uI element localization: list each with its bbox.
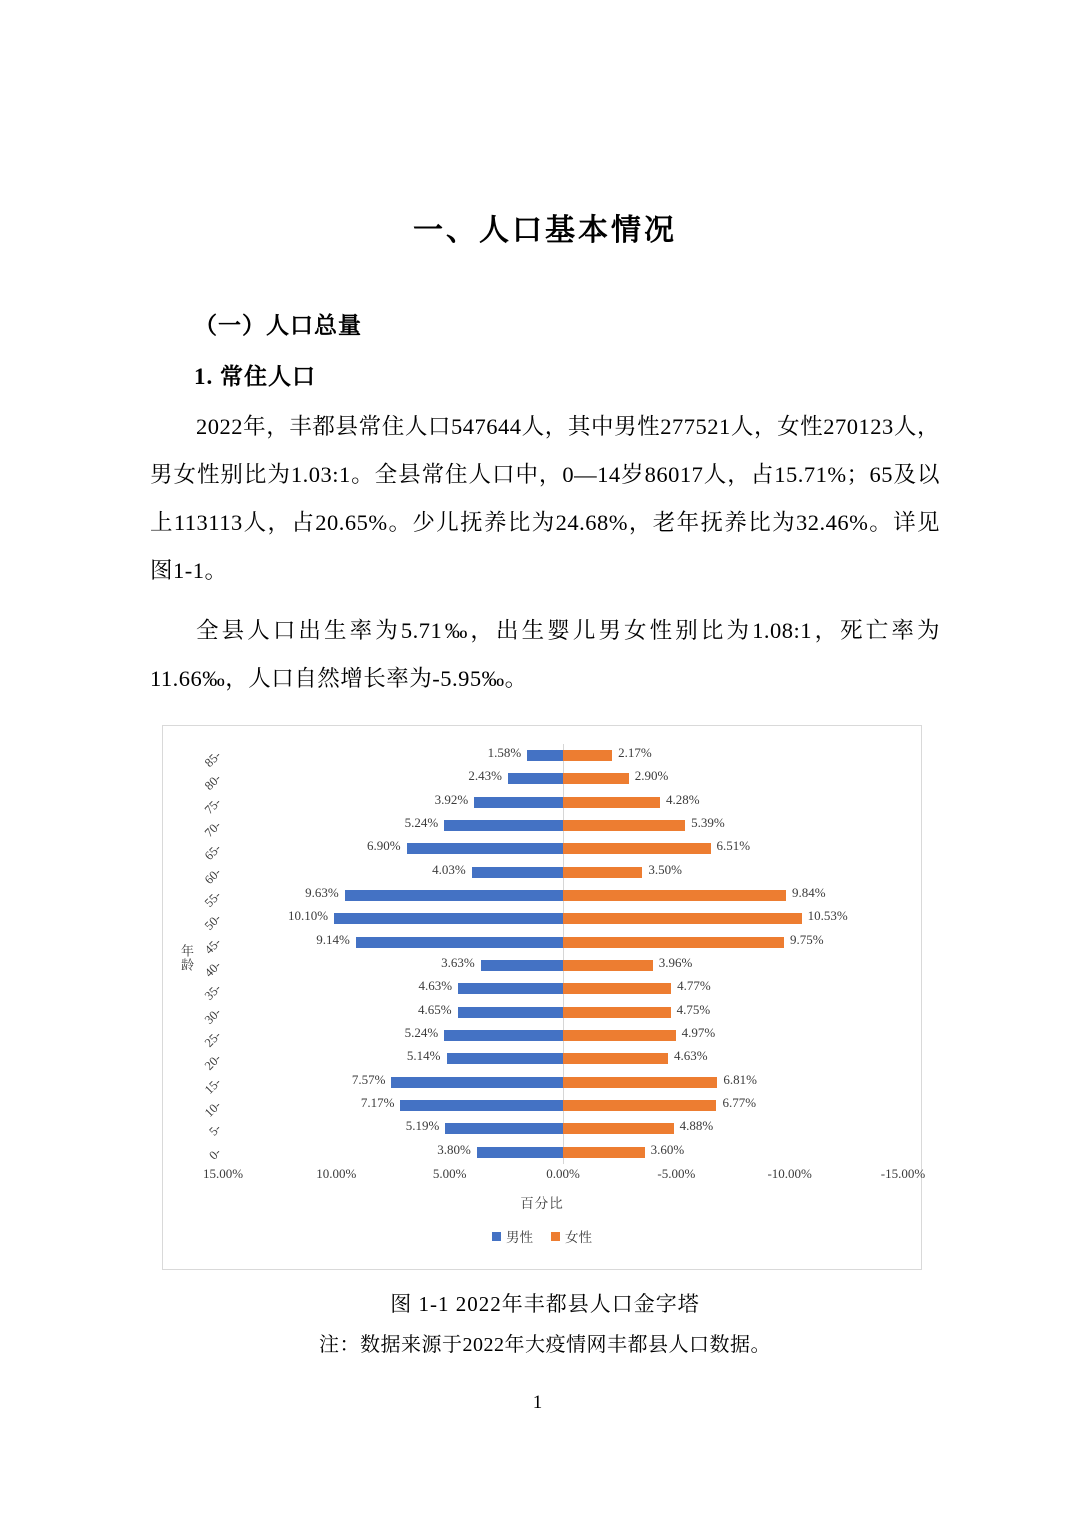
- male-bar: [481, 960, 563, 971]
- male-bar: [458, 983, 563, 994]
- male-value-label: 10.10%: [287, 908, 329, 924]
- female-value-label: 6.77%: [722, 1095, 757, 1110]
- page-number: 1: [532, 1392, 543, 1413]
- figure-caption: 图 1-1 2022年丰都县人口金字塔: [390, 1292, 700, 1316]
- x-axis-tick: 0.00%: [546, 1166, 580, 1181]
- age-group-label: 45-: [201, 934, 224, 957]
- female-bar: [563, 797, 660, 808]
- pyramid-row: [201, 1001, 903, 1027]
- male-value-label: 3.63%: [441, 955, 475, 970]
- female-bar: [563, 843, 711, 854]
- male-bar: [508, 773, 563, 784]
- male-value-label: 9.63%: [305, 885, 339, 900]
- age-group-label: 85-: [201, 748, 224, 770]
- x-axis-tick: -10.00%: [767, 1166, 812, 1181]
- female-bar: [563, 1077, 717, 1088]
- female-value-label: 3.96%: [658, 955, 693, 970]
- x-axis-tick: 5.00%: [432, 1166, 467, 1181]
- chart-x-axis: [202, 1166, 926, 1188]
- chart-legend: [163, 1226, 921, 1246]
- female-value-label: 6.81%: [723, 1071, 757, 1087]
- male-value-label: 5.24%: [404, 1025, 439, 1040]
- female-bar: [563, 1147, 645, 1158]
- female-value-label: 4.75%: [676, 1001, 711, 1017]
- age-group-label: 75-: [201, 794, 224, 817]
- x-axis-tick: 15.00%: [202, 1166, 244, 1181]
- male-bar: [447, 1053, 564, 1064]
- male-bar: [472, 867, 563, 878]
- female-bar: [563, 867, 642, 878]
- legend-item: [492, 1226, 533, 1246]
- pyramid-row: [201, 1071, 903, 1097]
- age-group-label: 0-: [206, 1144, 224, 1163]
- pyramid-row: [201, 767, 903, 794]
- female-value-label: 10.53%: [807, 908, 848, 924]
- male-value-label: 2.43%: [468, 768, 502, 784]
- age-group-label: 15-: [201, 1074, 224, 1097]
- male-value-label: 3.92%: [434, 791, 469, 807]
- paragraph-1: 2022年，丰都县常住人口547644人，其中男性277521人，女性270123人，男女性别比为1.03:1。全县常住人口中，0—14岁86017人，占15.71%；65及以上113113人，占20.65%。少儿抚养比为24.68%，老年抚养比为32.46%。详见图1-1。: [150, 414, 940, 583]
- pyramid-row: [206, 1117, 903, 1139]
- legend-item: [551, 1226, 592, 1246]
- pyramid-row: [201, 1047, 903, 1074]
- female-value-label: 6.51%: [716, 838, 751, 854]
- x-axis-tick: 10.00%: [316, 1166, 357, 1181]
- age-group-label: 65-: [201, 841, 224, 864]
- male-value-label: 7.57%: [351, 1071, 386, 1087]
- male-bar: [400, 1100, 563, 1111]
- male-bar: [474, 797, 563, 808]
- pyramid-row: [201, 1024, 903, 1050]
- section-heading: （一）人口总量: [194, 313, 362, 338]
- age-group-label: 70-: [201, 818, 224, 840]
- legend-label: 女性: [565, 1230, 592, 1245]
- female-value-label: 4.88%: [679, 1118, 714, 1134]
- male-bar: [407, 843, 563, 854]
- subsection-heading: 1. 常住人口: [194, 364, 316, 389]
- male-bar: [356, 937, 563, 948]
- female-bar: [563, 960, 653, 971]
- male-bar: [345, 890, 563, 901]
- female-value-label: 4.97%: [681, 1025, 716, 1040]
- male-bar: [527, 750, 563, 761]
- pyramid-row: [201, 977, 903, 1004]
- female-bar: [563, 937, 784, 948]
- pyramid-row: [201, 931, 903, 957]
- pyramid-row: [206, 1141, 903, 1163]
- age-group-label: 10-: [201, 1098, 224, 1120]
- pyramid-row: [201, 837, 903, 864]
- chart-y-axis-title: 年龄: [179, 944, 194, 972]
- male-value-label: 3.80%: [437, 1141, 471, 1157]
- pyramid-row: [201, 814, 903, 840]
- age-group-label: 50-: [201, 911, 224, 934]
- legend-swatch-icon: [492, 1232, 501, 1241]
- age-group-label: 20-: [201, 1051, 224, 1074]
- female-bar: [563, 1123, 674, 1134]
- female-bar: [563, 773, 629, 784]
- female-value-label: 3.50%: [648, 861, 682, 877]
- age-group-label: 35-: [201, 981, 224, 1004]
- female-bar: [563, 1030, 676, 1041]
- pyramid-row: [201, 744, 903, 770]
- legend-swatch-icon: [551, 1232, 560, 1241]
- female-value-label: 3.60%: [650, 1141, 685, 1157]
- male-bar: [477, 1147, 563, 1158]
- male-value-label: 9.14%: [316, 931, 350, 947]
- figure-note: 注：数据来源于2022年大疫情网丰都县人口数据。: [319, 1334, 771, 1356]
- age-group-label: 55-: [201, 888, 224, 910]
- male-bar: [444, 1030, 563, 1041]
- male-value-label: 5.24%: [404, 815, 439, 830]
- female-bar: [563, 1053, 668, 1064]
- male-value-label: 4.65%: [418, 1001, 452, 1017]
- female-bar: [563, 890, 786, 901]
- female-value-label: 9.75%: [790, 931, 824, 947]
- age-group-label: 30-: [201, 1004, 224, 1027]
- female-bar: [563, 913, 802, 924]
- male-bar: [334, 913, 563, 924]
- female-bar: [563, 750, 612, 761]
- age-group-label: 5-: [206, 1121, 224, 1139]
- male-value-label: 5.14%: [406, 1048, 441, 1064]
- x-axis-tick: -5.00%: [657, 1166, 696, 1181]
- paragraph-2: 全县人口出生率为5.71‰，出生婴儿男女性别比为1.08:1，死亡率为11.66‰，人口自然增长率为-5.95‰。: [150, 618, 940, 691]
- female-bar: [563, 1007, 671, 1018]
- age-group-label: 25-: [201, 1028, 224, 1050]
- male-value-label: 7.17%: [360, 1095, 395, 1110]
- female-value-label: 2.90%: [634, 768, 669, 784]
- pyramid-row: [201, 1094, 903, 1120]
- female-bar: [563, 1100, 716, 1111]
- pyramid-row: [201, 884, 903, 910]
- female-value-label: 4.63%: [673, 1048, 708, 1064]
- pyramid-row: [201, 907, 903, 934]
- page-content: [150, 0, 940, 1357]
- female-value-label: 4.77%: [677, 978, 711, 994]
- male-bar: [444, 820, 563, 831]
- x-axis-tick: -15.00%: [880, 1166, 926, 1181]
- pyramid-row: [201, 861, 903, 887]
- male-bar: [445, 1123, 563, 1134]
- age-group-label: 60-: [201, 864, 224, 887]
- male-value-label: 5.19%: [405, 1118, 440, 1134]
- female-value-label: 5.39%: [691, 815, 725, 830]
- female-value-label: 9.84%: [792, 885, 826, 900]
- male-bar: [458, 1007, 563, 1018]
- male-value-label: 4.63%: [418, 978, 453, 994]
- pyramid-row: [201, 954, 903, 980]
- chart-plot-area: [201, 744, 903, 1164]
- page-title: 一、人口基本情况: [413, 214, 677, 247]
- age-group-label: 80-: [201, 771, 224, 794]
- age-group-label: 40-: [201, 958, 224, 980]
- pyramid-row: [201, 791, 903, 817]
- female-value-label: 2.17%: [618, 745, 652, 760]
- male-value-label: 4.03%: [432, 861, 466, 877]
- legend-label: 男性: [506, 1230, 533, 1245]
- male-bar: [391, 1077, 563, 1088]
- female-bar: [563, 820, 685, 831]
- population-pyramid-chart: [162, 725, 926, 1270]
- male-value-label: 6.90%: [367, 838, 401, 854]
- chart-x-axis-title: 百分比: [520, 1196, 564, 1211]
- female-bar: [563, 983, 671, 994]
- male-value-label: 1.58%: [487, 745, 522, 760]
- female-value-label: 4.28%: [666, 791, 700, 807]
